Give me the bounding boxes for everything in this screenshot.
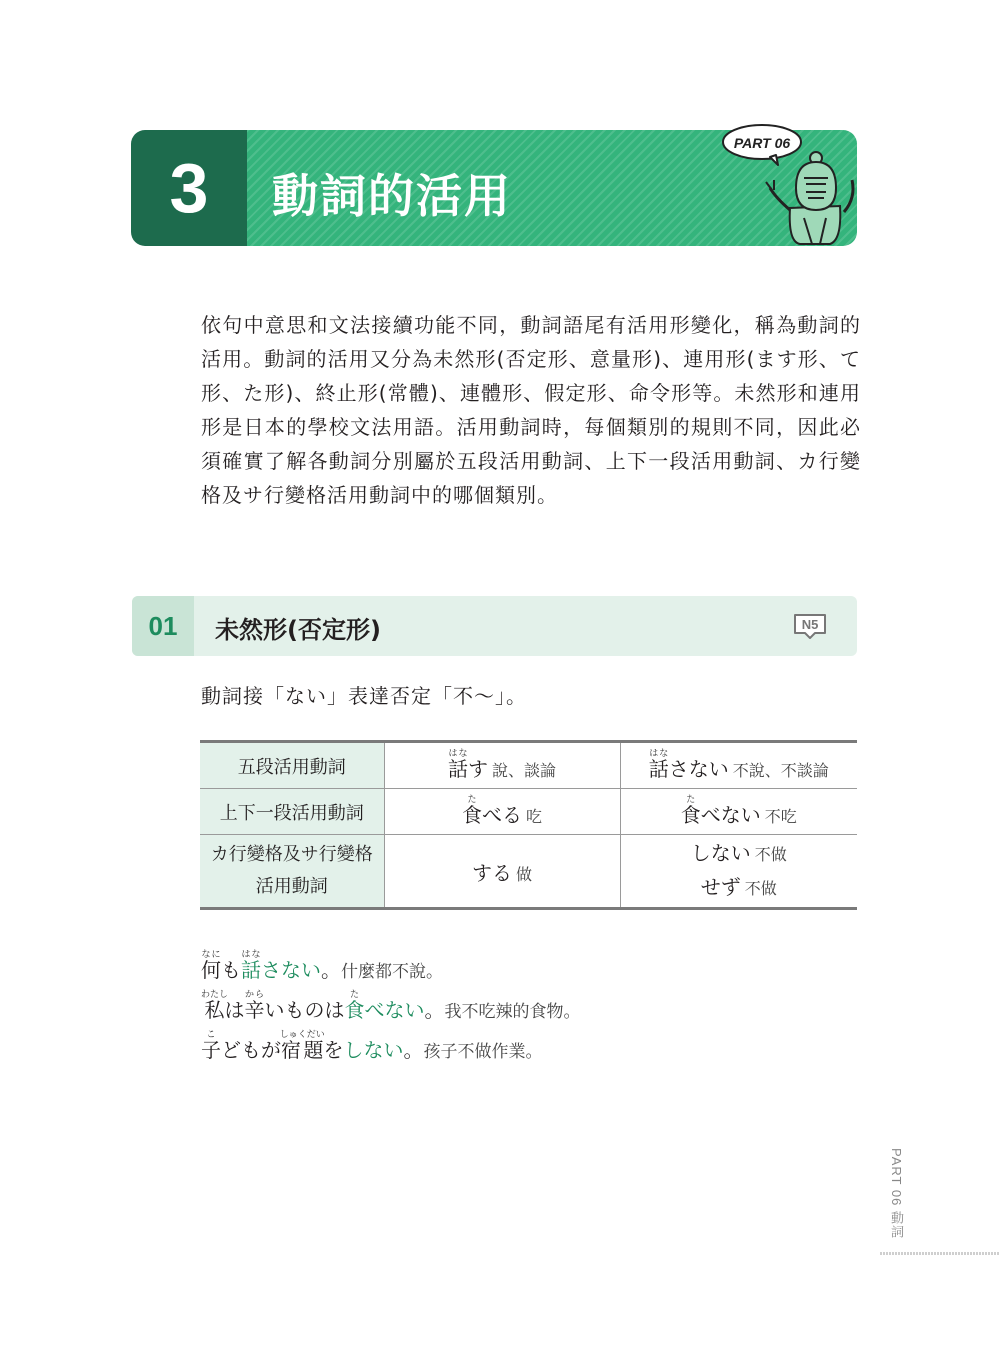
example-sentence: 何なにも話はなさない。什麼都不說。 [201, 950, 443, 982]
base-form-cell: 話はなす 說、談論 [384, 742, 620, 789]
section-title: 未然形(否定形) [215, 616, 381, 644]
table-row [200, 789, 857, 835]
jlpt-level-text: N5 [801, 617, 819, 632]
negative-form-cell: しない 不做 せず 不做 [620, 835, 857, 909]
part-label: PART 06 [733, 135, 791, 151]
example-translation: 什麼都不說。 [341, 962, 443, 982]
example-translation: 孩子不做作業。 [423, 1042, 543, 1062]
jlpt-level-badge-icon [793, 612, 827, 640]
intro-paragraph: 依句中意思和文法接續功能不同，動詞語尾有活用形變化，稱為動詞的活用。動詞的活用又分為未然形(否定形、意量形)、連用形(ます形、て形、た形)、終止形(常體)、連體形、假定形、命令形等。未然形和連用形是日本的學校文法用語。活用動詞時，每個類別的規則不同，因此必須確實了解各動詞分別屬於五段活用動詞、上下一段活用動詞、カ行變格及サ行變格活用動詞中的哪個類別。 [201, 313, 861, 507]
mascot-icon [760, 148, 864, 248]
category-cell: 五段活用動詞 [200, 742, 384, 789]
conjugation-table [200, 740, 857, 910]
chapter-number-box [131, 130, 247, 246]
category-cell: カ行變格及サ行變格 活用動詞 [200, 835, 384, 909]
chapter-title: 動詞的活用 [272, 169, 512, 223]
section-number: 01 [132, 596, 194, 656]
table-row [200, 742, 857, 789]
side-tab-line [880, 1252, 1000, 1255]
negative-form-cell: 話はなさない 不說、不談論 [620, 742, 857, 789]
chapter-number: 3 [169, 149, 209, 227]
example-sentence: 私わたしは辛からいものは食たべない。我不吃辣的食物。 [201, 990, 581, 1022]
example-translation: 我不吃辣的食物。 [444, 1002, 581, 1022]
lead-sentence: 動詞接「ない」表達否定「不～」。 [201, 684, 527, 708]
base-form-cell: 食たべる 吃 [384, 789, 620, 835]
base-form-cell: する 做 [384, 835, 620, 909]
negative-form-cell: 食たべない 不吃 [620, 789, 857, 835]
example-sentence: 子こどもが宿題しゅくだいをしない。孩子不做作業。 [201, 1030, 543, 1062]
category-cell: 上下一段活用動詞 [200, 789, 384, 835]
table-row [200, 835, 857, 909]
side-tab-label: PART 06 動詞 [889, 1148, 904, 1239]
